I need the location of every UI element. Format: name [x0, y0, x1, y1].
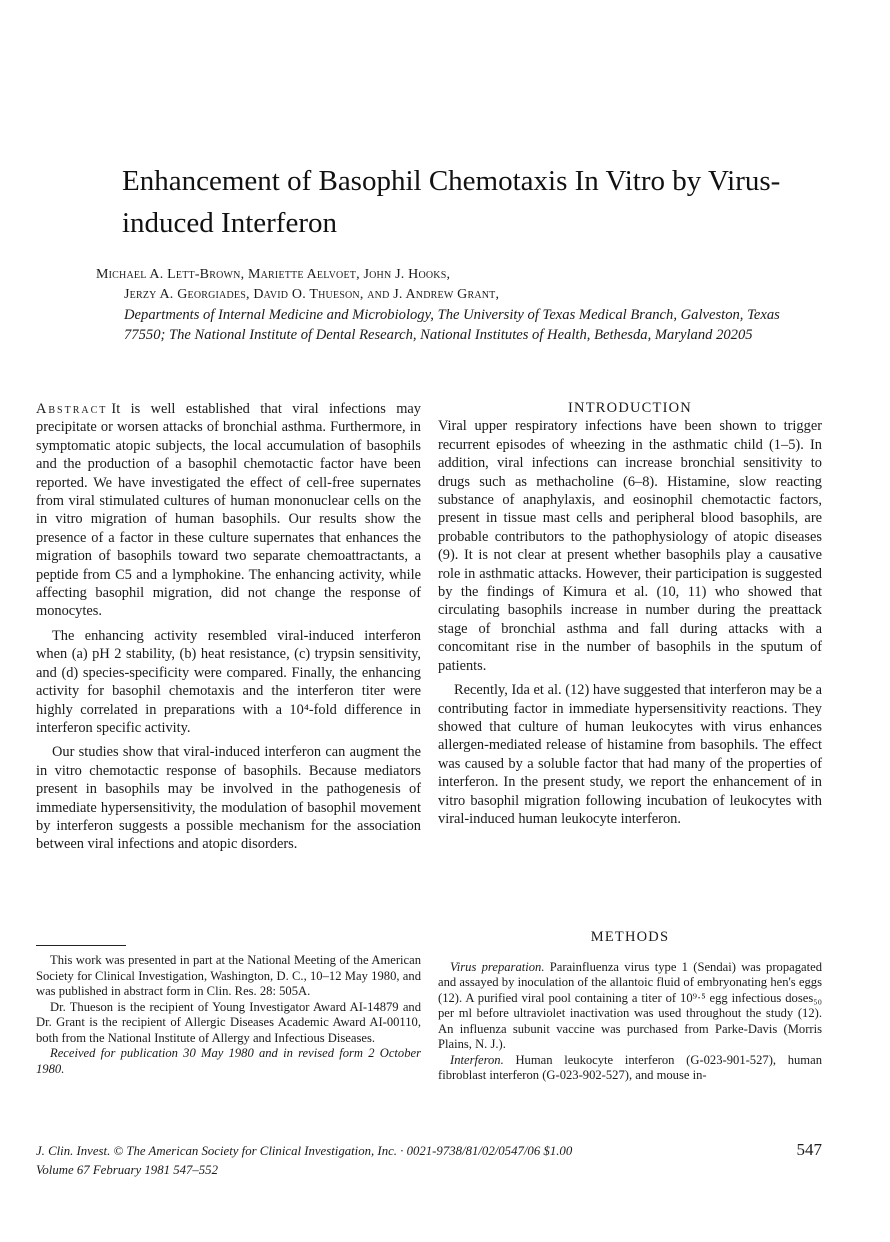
page-number: 547 — [796, 1140, 822, 1159]
footnote-1: This work was presented in part at the National Meeting of the American Society for Clinical Investigation, Washington, D. C., 10–12 May 1980, and was published in abstract form in Clin. Res. 28: 505A. — [36, 953, 421, 998]
journal-citation: J. Clin. Invest. © The American Society for Clinical Investigation, Inc. · 0021-9738/81/02/0547/06 $1.00 — [36, 1144, 573, 1158]
abstract-column — [36, 400, 421, 854]
methods-column — [438, 930, 822, 1084]
methods-heading: METHODS — [590, 929, 670, 945]
author-list — [96, 265, 816, 305]
methods-lead-2: Interferon. — [450, 1052, 504, 1067]
author-line-1: Michael A. Lett-Brown, Mariette Aelvoet, John J. Hooks, — [96, 267, 451, 282]
footnote-2: Dr. Thueson is the recipient of Young Investigator Award AI-14879 and Dr. Grant is the recipient of Allergic Diseases Academic Award AI-00110, both from the National Institute of Allergy and Infectious Diseases. — [36, 999, 421, 1045]
abstract-label: Abstract — [36, 401, 108, 417]
abstract-paragraph-3: Our studies show that viral-induced interferon can augment the in vitro chemotactic response of basophils. Because mediators present in basophils may be involved in the pathogenesis of immediate hypersensitivity, the modulation of basophil movement by interferon suggests a possible mechanism for the association between viral infections and atopic disorders. — [36, 744, 421, 853]
methods-lead-1: Virus preparation. — [450, 959, 545, 974]
introduction-paragraph-2: Recently, Ida et al. (12) have suggested that interferon may be a contributing factor in immediate hypersensitivity reactions. They showed that culture of human leukocytes with virus enhances allergen-mediated release of histamine from basophils. The effect was caused by a soluble factor that had many of the properties of interferon. In the present study, we report the enhancement of in vitro basophil migration following incubation of leukocytes with viral-induced human leukocyte interferon. — [438, 682, 822, 827]
introduction-column — [438, 399, 822, 828]
abstract-paragraph-2: The enhancing activity resembled viral-induced interferon when (a) pH 2 stability, (b) heat resistance, (c) trypsin sensitivity, and (d) species-specificity were compared. Finally, the enhancing activity for basophil chemotaxis and the interferon titer were highly correlated in preparations with a 10⁴-fold difference in interferon specific activity. — [36, 627, 421, 736]
volume-line: Volume 67 February 1981 547–552 — [36, 1163, 218, 1177]
methods-paragraph-2 — [438, 1053, 822, 1084]
article-title: Enhancement of Basophil Chemotaxis In Vitro by Virus-induced Interferon — [122, 165, 781, 239]
page-footer — [36, 1142, 826, 1180]
affiliation: Departments of Internal Medicine and Microbiology, The University of Texas Medical Branch, Galveston, Texas 77550; The National Institute of Dental Research, National Institutes of Health, Bethesda, Maryland 20205 — [124, 307, 780, 343]
abstract-paragraph-1 — [36, 400, 421, 621]
introduction-paragraph-1: Viral upper respiratory infections have been shown to trigger recurrent episodes of wheezing in the asthmatic child (1–5). In addition, viral infections can increase bronchial sensitivity to drugs such as methacholine (6–8). Histamine, slow reacting substance of anaphylaxis, and eosinophil chemotactic factors, present in tissue mast cells and peripheral blood basophils, are probable contributors to the pathophysiology of atopic diseases (9). It is not clear at present whether basophils play a causative role in asthmatic attacks. However, their participation is suggested by the findings of Kimura et al. (10, 11) who showed that circulating basophils increase in number during the preattack stage of bronchial asthma and fall during attacks with a concomitant rise in the number of basophils in the sputum of patients. — [438, 418, 822, 674]
author-line-2: Jerzy A. Georgiades, David O. Thueson, and J. Andrew Grant, — [124, 287, 500, 302]
footnote-rule — [36, 945, 126, 946]
methods-text-2: Human leukocyte interferon (G-023-901-527), human fibroblast interferon (G-023-902-527), and mouse in- — [438, 1052, 822, 1082]
methods-paragraph-1 — [438, 960, 822, 1053]
abstract-text-1: It is well established that viral infections may precipitate or worsen attacks of bronchial asthma. Furthermore, in symptomatic atopic subjects, the local accumulation of basophils and the production of a basophil chemotactic factor have been reported. We have investigated the effect of cell-free supernates from viral stimulated cultures of human mononuclear cells on the in vitro migration of human basophils. Our results show the presence of a factor in these culture supernates that enhances the migration of basophils toward two separate chemoattractants, a peptide from C5 and a lymphokine. The enhancing activity, while affecting basophil migration, did not change the response of monocytes. — [36, 401, 421, 620]
footnotes — [36, 945, 421, 1077]
introduction-heading: INTRODUCTION — [568, 400, 692, 416]
methods-text-1: Parainfluenza virus type 1 (Sendai) was propagated and assayed by inoculation of the allantoic fluid of embryonating hen's eggs (12). A purified viral pool containing a titer of 10⁹·⁵ egg infectious doses₅₀ per ml before ultraviolet inactivation was used throughout the study (12). An influenza subunit vaccine was purchased from Parke-Davis (Morris Plains, N. J.). — [438, 959, 822, 1051]
footnote-3: Received for publication 30 May 1980 and in revised form 2 October 1980. — [36, 1046, 421, 1076]
